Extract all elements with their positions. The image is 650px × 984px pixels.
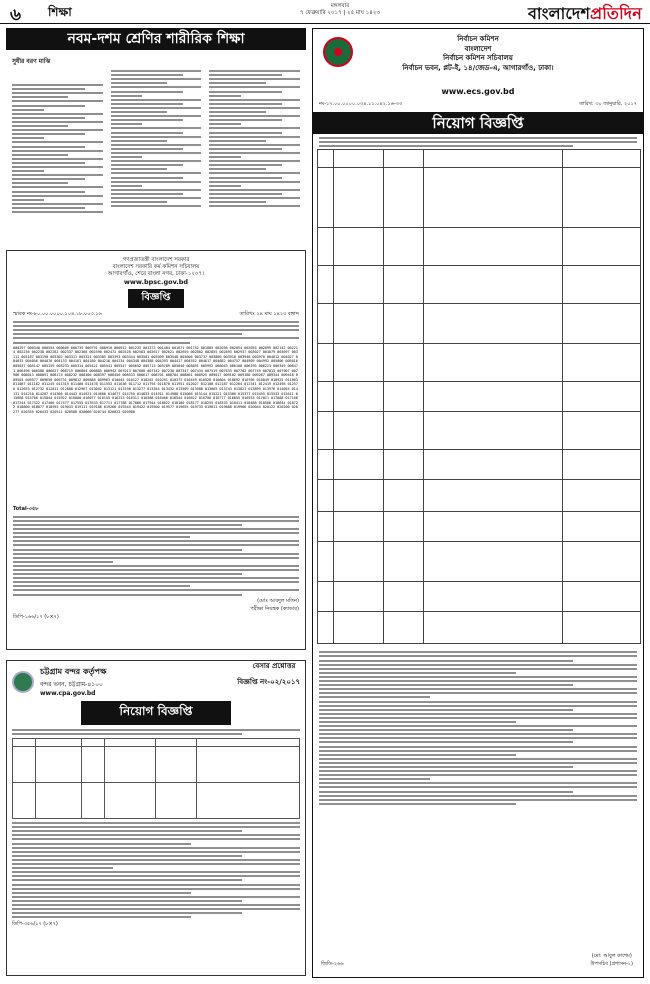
ec-line: নির্বাচন কমিশন xyxy=(457,35,499,43)
physical-education-body xyxy=(12,68,300,244)
signature-role: পরীক্ষা নিয়ন্ত্রক (ক্যাডার) xyxy=(250,605,299,612)
psc-website: www.bpsc.gov.bd xyxy=(123,278,189,286)
date-day: মঙ্গলবার xyxy=(330,3,350,9)
ec-logo-icon xyxy=(323,37,353,67)
port-org-name: চট্টগ্রাম বন্দর কর্তৃপক্ষ xyxy=(40,667,107,676)
election-commission-ad xyxy=(312,28,644,978)
masthead xyxy=(0,0,650,24)
paper-name-part2: প্রতিদিন xyxy=(590,4,642,23)
text-column xyxy=(111,68,202,244)
physical-education-title: নবম-দশম শ্রেণির শারীরিক শিক্ষা xyxy=(6,28,306,50)
page-number: ৬ xyxy=(10,5,22,25)
ec-notes xyxy=(313,646,643,810)
psc-memo: স্মারক নং-৮০.০০.০০০০.১০৪.১৮.০০৩.১৬ xyxy=(13,311,102,317)
dfp-code: জিডি-২৬৬ xyxy=(321,961,344,967)
ec-memo: নং-১৭.০০.০০০০.০৩৪.১১.০৪২.১৬-৩৩ xyxy=(319,101,403,107)
paper-name-part1: বাংলাদেশ xyxy=(528,4,591,23)
roll-numbers: 000297 000340 000554 000609 000735 000791 000910 000912 001233 001373 001484 001671 001752 001885 002036 002054 002055 002099 002142 002214 002236 002238 002282 002337 002368 002390 002472 002528 002583 002617 002621 002659 002802 002855 002893 002937 003027 003079 003097 003111 003187 003190 003302 003311 003324 003385 003393 003444 003501 003509 003548 003606 003737 003806 003918 003946 003970 004012 004027 004033 004056 004076 004133 004161 004180 004216 004234 004348 004388 004393 004417 004552 004617 004682 004757 004909 004992 005006 005016 005037 005147 005159 005233 005314 005421 005541 005547 005652 005713 005789 005840 005891 005992 006043 006108 006195 006223 006349 006471 006496 006588 006627 006719 006804 006885 006942 007013 007088 007142 007238 007347 007434 007519 007633 007702 007749 007815 007907 007986 008013 008091 008174 008232 008300 008397 008456 008533 008617 008701 008784 008861 008925 009017 009102 009188 009267 009344 009418 009503 009577 009650 009731 009812 009888 009963 010044 010127 010202 010291 010373 010449 010528 010604 010692 010766 010849 010925 011003 011087 011162 011245 011319 011400 011478 011553 011636 011712 011794 011870 011951 012027 012108 012187 012264 012341 012419 012498 012576 012653 012732 012811 012888 012967 013042 013121 013198 013277 013354 013432 013509 013588 013665 013743 013821 013899 013976 014054 014131 014210 014287 014366 014443 014521 014600 014677 014755 014833 014911 014988 015066 015144 015221 015300 015377 015455 015533 015611 015688 015766 015844 015922 016000 016077 016155 016233 016311 016388 016466 016544 016622 016700 016777 016855 016933 017011 017088 017166 017244 017322 017400 017477 017555 017633 017711 017788 017866 017944 018022 018100 018177 018255 018333 018411 018488 018566 018644 018722 018800 018877 018955 019033 019111 019188 019266 019344 019422 019500 019577 019655 019733 019811 019888 019966 020044 020122 020200 020277 020355 020433 020511 020588 020666 020744 020822 020900 xyxy=(13,345,298,414)
qa-article-title: বেসার প্রশ্নোত্তর xyxy=(252,662,296,670)
psc-date: তারিখঃ ২৪ মাঘ ১৪২৩ বঙ্গাব্দ xyxy=(239,311,299,317)
ec-header xyxy=(313,29,643,101)
port-website: www.cpa.gov.bd xyxy=(40,690,96,697)
psc-title: বিজ্ঞপ্তি xyxy=(128,289,184,308)
ec-refs xyxy=(313,101,643,109)
text-column xyxy=(12,68,103,244)
date-full: ৭ ফেব্রুয়ারি ২০১৭ | ২৫ মাঘ ১৪২৩ xyxy=(300,10,380,16)
roll-total: Total-৩৫৮ xyxy=(13,505,39,512)
date-block xyxy=(300,3,380,17)
psc-signature xyxy=(13,598,299,614)
ec-org-lines xyxy=(373,35,583,73)
article-author: সুধীর বরণ মাঝি xyxy=(12,58,51,65)
ec-posts-table xyxy=(317,149,641,644)
psc-refs xyxy=(13,311,299,319)
ec-line: বাংলাদেশ xyxy=(464,44,492,53)
psc-org-line: গণপ্রজাতন্ত্রী বাংলাদেশ সরকার xyxy=(122,257,190,263)
signature-role: উপসচিব (প্রশাসন-২) xyxy=(590,961,633,967)
ec-line: নির্বাচন ভবন, প্লট-ই, ১৪/জেড-এ, আগারগাঁও, ঢাকা। xyxy=(402,63,554,72)
ec-website: www.ecs.gov.bd xyxy=(441,87,515,96)
signature-name: (মোঃ আবদুল মতিন) xyxy=(257,597,299,604)
qa-article xyxy=(244,660,304,672)
ec-signature xyxy=(591,953,633,969)
port-ref: বিজ্ঞপ্তি নং-০২/২০১৭ xyxy=(237,677,300,686)
ec-title: নিয়োগ বিজ্ঞপ্তি xyxy=(313,112,643,134)
psc-org-line: আগারগাঁও, শেরে বাংলা নগর, ঢাকা-১২০৭। xyxy=(107,271,205,277)
psc-org-line: বাংলাদেশ সরকারি কর্ম কমিশন সচিবালয় xyxy=(112,264,200,270)
dfp-code: ডিপি-৩৫৬/১৭ (৮×৭) xyxy=(12,921,58,928)
psc-notice xyxy=(6,250,306,650)
ec-line: নির্বাচন কমিশন সচিবালয় xyxy=(443,54,513,62)
port-authority-ad xyxy=(6,660,306,976)
signature-name: (মো: আবুল কাশেম) xyxy=(591,953,632,959)
port-logo-icon xyxy=(12,671,34,693)
port-title: নিয়োগ বিজ্ঞপ্তি xyxy=(81,701,231,725)
port-table xyxy=(12,738,300,819)
section-name: শিক্ষা xyxy=(48,5,72,19)
psc-header xyxy=(13,257,299,278)
port-address: বন্দর ভবন, চট্টগ্রাম-৪১০০ xyxy=(40,681,103,688)
ec-date: তারিখ: ৩০ জানুয়ারি, ২০১৭ xyxy=(579,101,637,107)
text-column xyxy=(209,68,300,244)
paper-name xyxy=(528,1,642,28)
physical-education-section xyxy=(6,28,306,246)
dfp-code: ডিপি-১৬৬/১৭ (৮×৭) xyxy=(13,613,59,620)
